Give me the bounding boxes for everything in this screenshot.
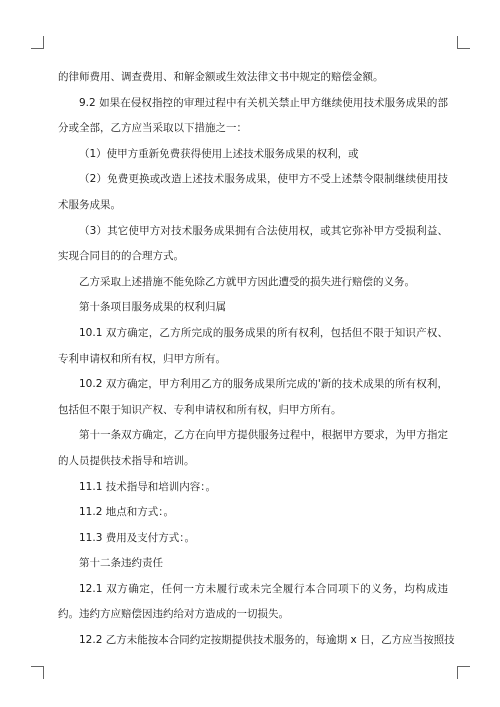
document-body xyxy=(58,65,455,654)
paragraph: 11.1 技术指导和培训内容：。 xyxy=(79,480,216,493)
crop-mark-top-right xyxy=(457,36,470,49)
paragraph: 12.2 乙方未能按本合同约定按期提供技术服务的，每逾期 x 日，乙方应当按照技 xyxy=(79,634,455,647)
paragraph: 第十一条双方确定，乙方在向甲方提供服务过程中，根据甲方要求，为甲方指定的人员提供技术指导和培训。 xyxy=(58,429,448,467)
paragraph: 10.1 双方确定，乙方所完成的服务成果的所有权利，包括但不限于知识产权、专利申请权和所有权，归甲方所有。 xyxy=(58,326,448,365)
paragraph: 9.2 如果在侵权指控的审理过程中有关机关禁止甲方继续使用技术服务成果的部分或全部，乙方应当采取以下措施之一： xyxy=(58,96,448,135)
paragraph: 11.3 费用及支付方式：。 xyxy=(79,531,195,544)
paragraph: （2）免费更换或改造上述技术服务成果，使甲方不受上述禁令限制继续使用技术服务成果。 xyxy=(58,173,448,211)
paragraph: 乙方采取上述措施不能免除乙方就甲方因此遭受的损失进行赔偿的义务。 xyxy=(79,275,415,288)
paragraph: 10.2 双方确定，甲方利用乙方的服务成果所完成的'新的技术成果的所有权利，包括但不限于知识产权、专利申请权和所有权，归甲方所有。 xyxy=(58,378,448,416)
crop-mark-bottom-left xyxy=(31,666,44,679)
paragraph: （1）使甲方重新免费获得使用上述技术服务成果的权利，或 xyxy=(79,147,359,160)
paragraph: （3）其它使甲方对技术服务成果拥有合法使用权，或其它弥补甲方受损利益、实现合同目的的合理方式。 xyxy=(58,224,448,263)
crop-mark-bottom-right xyxy=(457,666,470,679)
crop-mark-top-left xyxy=(31,36,44,49)
paragraph: 12.1 双方确定，任何一方未履行或未完全履行本合同项下的义务，均构成违约。违约方应赔偿因违约给对方造成的一切损失。 xyxy=(58,582,448,621)
paragraph: 11.2 地点和方式：。 xyxy=(79,506,174,519)
section-heading: 第十条项目服务成果的权利归属 xyxy=(79,301,226,314)
paragraph: 的律师费用、调查费用、和解金额或生效法律文书中规定的赔偿金额。 xyxy=(58,71,384,83)
section-heading: 第十二条违约责任 xyxy=(79,557,163,570)
